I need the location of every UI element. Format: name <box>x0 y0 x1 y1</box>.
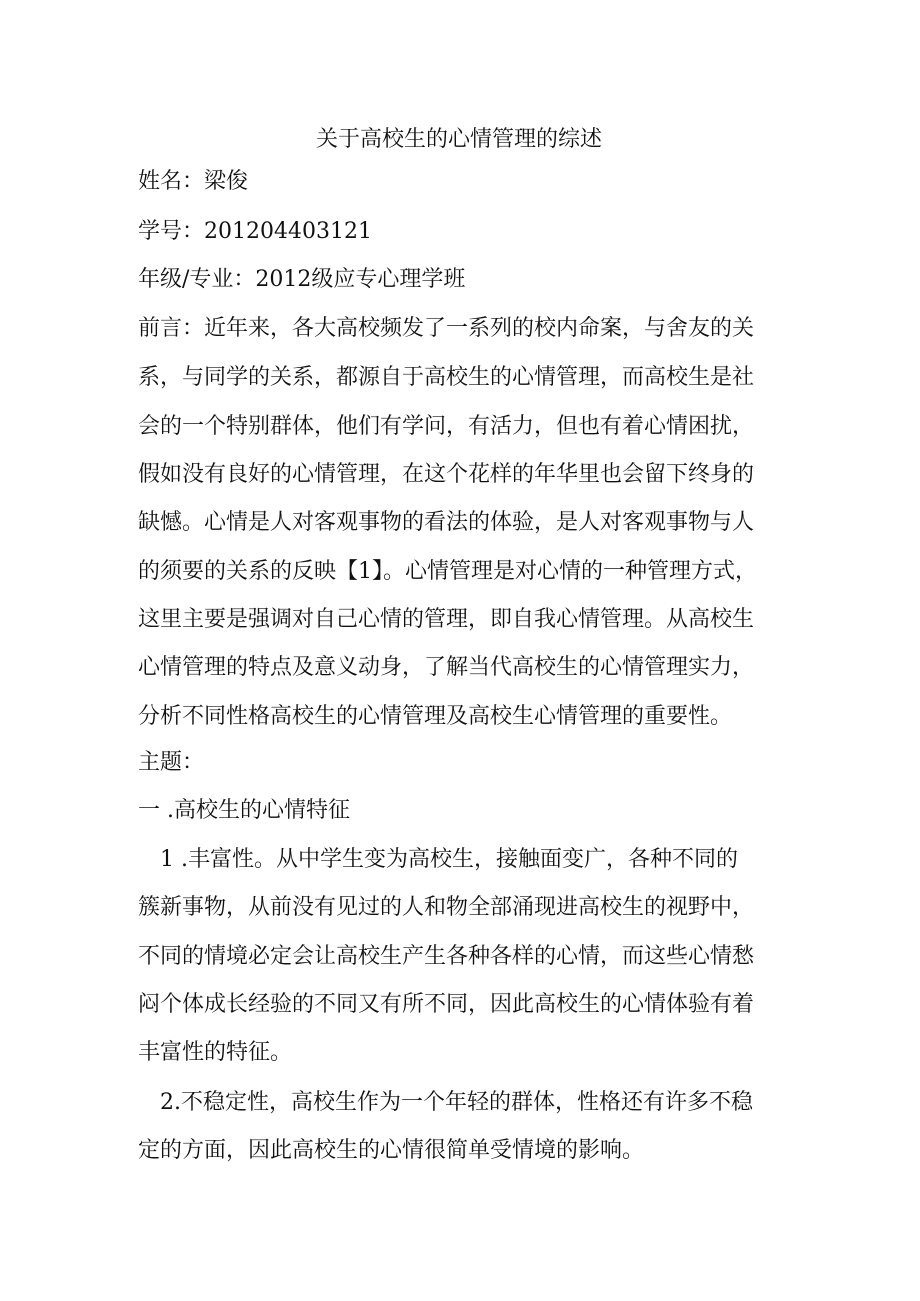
theme-label: 主题： <box>138 750 205 775</box>
student-id-line: 学号：201204403121 <box>138 219 372 244</box>
point1-line: 1 .丰富性。从中学生变为高校生，接触面变广，各种不同的 <box>160 847 738 872</box>
point1-line: 簇新事物，从前没有见过的人和物全部涌现进高校生的视野中， <box>138 895 755 920</box>
preface-line: 这里主要是强调对自己心情的管理，即自我心情管理。从高校生 <box>138 607 755 632</box>
preface-line: 缺憾。心情是人对客观事物的看法的体验，是人对客观事物与人 <box>138 510 755 535</box>
point2-line: 定的方面，因此高校生的心情很简单受情境的影响。 <box>138 1138 645 1163</box>
preface-line: 会的一个特别群体，他们有学问，有活力，但也有着心情困扰， <box>138 414 755 439</box>
document-title: 关于高校生的心情管理的综述 <box>315 127 602 152</box>
point1-line: 丰富性的特征。 <box>138 1040 293 1065</box>
author-line: 姓名：梁俊 <box>138 169 249 194</box>
preface-line: 心情管理的特点及意义动身，了解当代高校生的心情管理实力， <box>138 655 755 680</box>
point1-line: 不同的情境必定会让高校生产生各种各样的心情，而这些心情愁 <box>138 944 755 969</box>
point1-line: 闷个体成长经验的不同又有所不同，因此高校生的心情体验有着 <box>138 992 755 1017</box>
preface-line: 分析不同性格高校生的心情管理及高校生心情管理的重要性。 <box>138 704 733 729</box>
preface-line: 前言：近年来，各大高校频发了一系列的校内命案，与舍友的关 <box>138 316 755 341</box>
point2-line: 2.不稳定性，高校生作为一个年轻的群体，性格还有许多不稳 <box>160 1090 753 1115</box>
preface-line: 系，与同学的关系，都源自于高校生的心情管理，而高校生是社 <box>138 365 755 390</box>
section-heading: 一 .高校生的心情特征 <box>138 798 350 823</box>
preface-line: 假如没有良好的心情管理，在这个花样的年华里也会留下终身的 <box>138 462 755 487</box>
preface-line: 的须要的关系的反映【1】。心情管理是对心情的一种管理方式， <box>138 559 757 584</box>
grade-major-line: 年级/专业：2012级应专心理学班 <box>138 267 466 292</box>
